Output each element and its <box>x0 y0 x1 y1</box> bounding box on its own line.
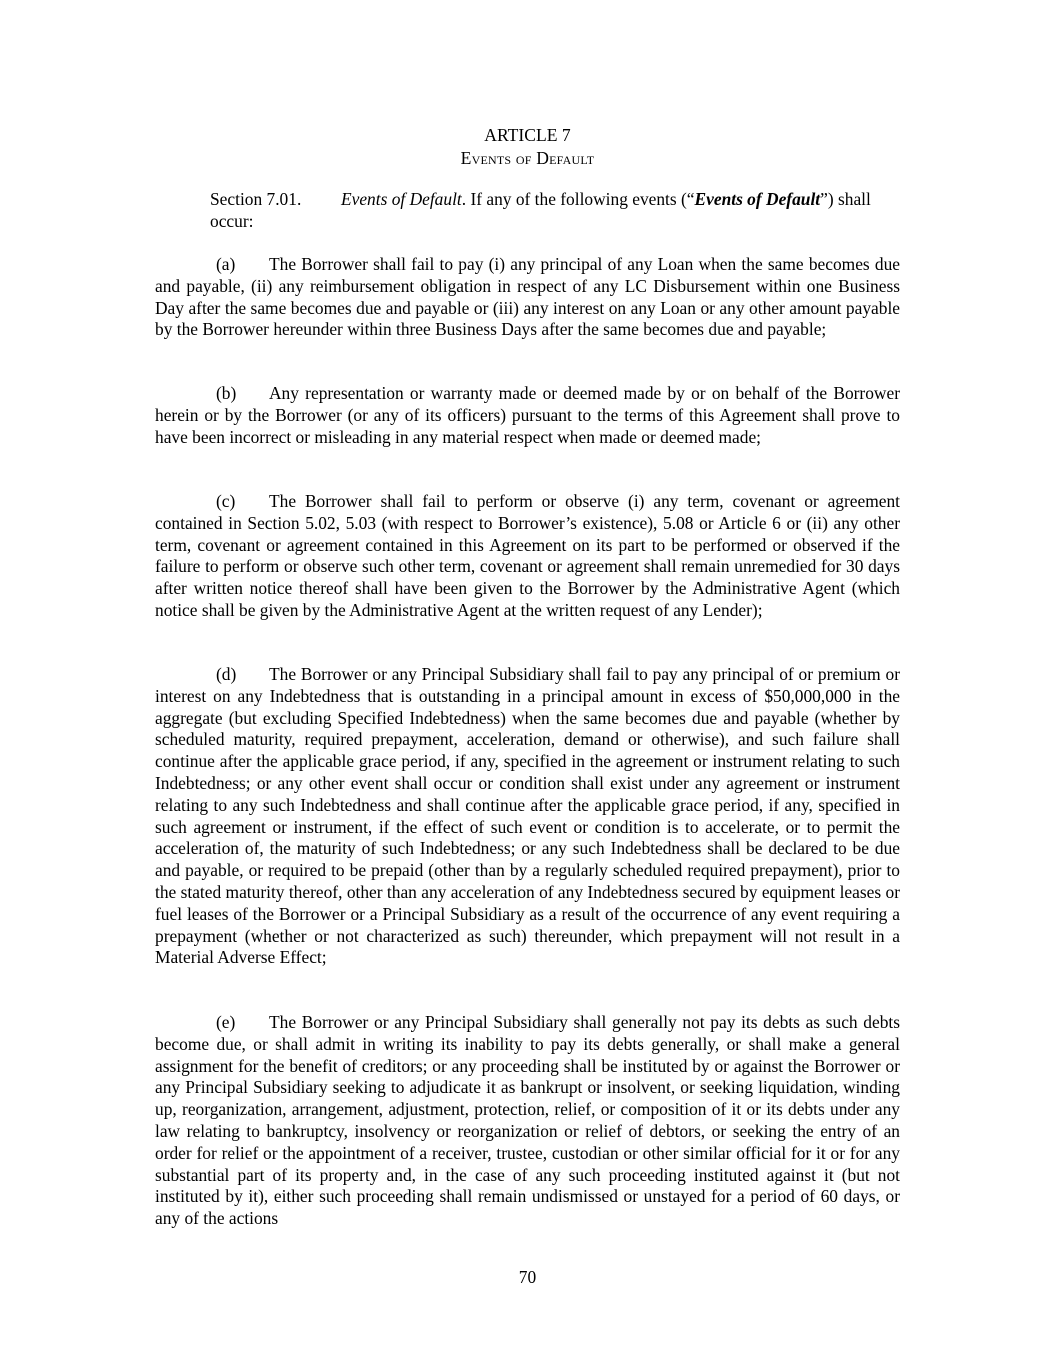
clause-d <box>155 664 900 969</box>
clause-marker: (a) <box>216 254 236 274</box>
section-intro-first-line <box>147 189 900 233</box>
clause-marker: (e) <box>216 1012 236 1032</box>
article-number: ARTICLE 7 <box>484 125 571 145</box>
clause-e <box>155 1012 900 1230</box>
clause-text: The Borrower or any Principal Subsidiary shall fail to pay any principal of or premium or interest on any Indebtedness that is outstanding in a principal amount in excess of $50,000,000 in the aggregate (but excluding Specified Indebtedness) when the same becomes due and payable (whether by scheduled maturity, required prepayment, acceleration, demand or otherwise), and such failure shall continue after the applicable grace period, if any, specified in the agreement or instrument relating to such Indebtedness; or any other event shall occur or condition shall exist under any agreement or instrument relating to any such Indebtedness and shall continue after the applicable grace period, if any, specified in such agreement or instrument, if the effect of such event or condition is to accelerate, or to permit the acceleration of, the maturity of such Indebtedness; or any such Indebtedness shall be declared to be due and payable, or required to be prepaid (other than by a regularly scheduled required prepayment), prior to the stated maturity thereof, other than any acceleration of any Indebtedness secured by equipment leases or fuel leases of the Borrower or a Principal Subsidiary as a result of the occurrence of any event requiring a prepayment (whether or not characterized as such) thereunder, which prepayment will not result in a Material Adverse Effect; <box>155 664 900 968</box>
section-intro <box>147 189 900 233</box>
defined-term: Events of Default <box>694 189 821 209</box>
clause-text: Any representation or warranty made or deemed made by or on behalf of the Borrower herein or by the Borrower (or any of its officers) pursuant to the terms of this Agreement shall prove to have been incorrect or misleading in any material respect when made or deemed made; <box>155 383 900 447</box>
clause-b <box>155 383 900 448</box>
clause-text: The Borrower shall fail to pay (i) any principal of any Loan when the same becomes due and payable, (ii) any reimbursement obligation in respect of any LC Disbursement within one Business Day after the same becomes due and payable or (iii) any interest on any Loan or any other amount payable by the Borrower hereunder within three Business Days after the same becomes due and payable; <box>155 254 900 340</box>
section-intro-text: . If any of the following events (“ <box>461 189 695 209</box>
section-intro-closing: ”) shall occur: <box>210 189 871 231</box>
page-number: 70 <box>518 1267 537 1287</box>
article-title: Events of Default <box>460 148 595 168</box>
section-label: Section 7.01. <box>210 189 302 209</box>
clause-a <box>155 254 900 341</box>
clause-marker: (c) <box>216 491 236 511</box>
clause-c <box>155 491 900 622</box>
clause-marker: (d) <box>216 664 237 684</box>
clause-marker: (b) <box>216 383 237 403</box>
clause-text: The Borrower shall fail to perform or observe (i) any term, covenant or agreement contained in Section 5.02, 5.03 (with respect to Borrower’s existence), 5.08 or Article 6 or (ii) any other term, covenant or agreement contained in this Agreement on its part to be performed or observed if the failure to perform or observe such other term, covenant or agreement shall remain unremedied for 30 days after written notice thereof shall have been given to the Borrower by the Administrative Agent (which notice shall be given by the Administrative Agent at the written request of any Lender); <box>155 491 900 620</box>
section-title: Events of Default <box>341 189 462 209</box>
clause-text: The Borrower or any Principal Subsidiary shall generally not pay its debts as such debts become due, or shall admit in writing its inability to pay its debts generally, or shall make a general assignment for the benefit of creditors; or any proceeding shall be instituted by or against the Borrower or any Principal Subsidiary seeking to adjudicate it as bankrupt or insolvent, or seeking liquidation, winding up, reorganization, arrangement, adjustment, protection, relief, or composition of it or its debts under any law relating to bankruptcy, insolvency or reorganization or relief of debtors, or seeking the entry of an order for relief or the appointment of a receiver, trustee, custodian or other similar official for it or for any substantial part of its property and, in the case of any such proceeding instituted against it (but not instituted by it), either such proceeding shall remain undismissed or unstayed for a period of 60 days, or any of the actions <box>155 1012 900 1229</box>
